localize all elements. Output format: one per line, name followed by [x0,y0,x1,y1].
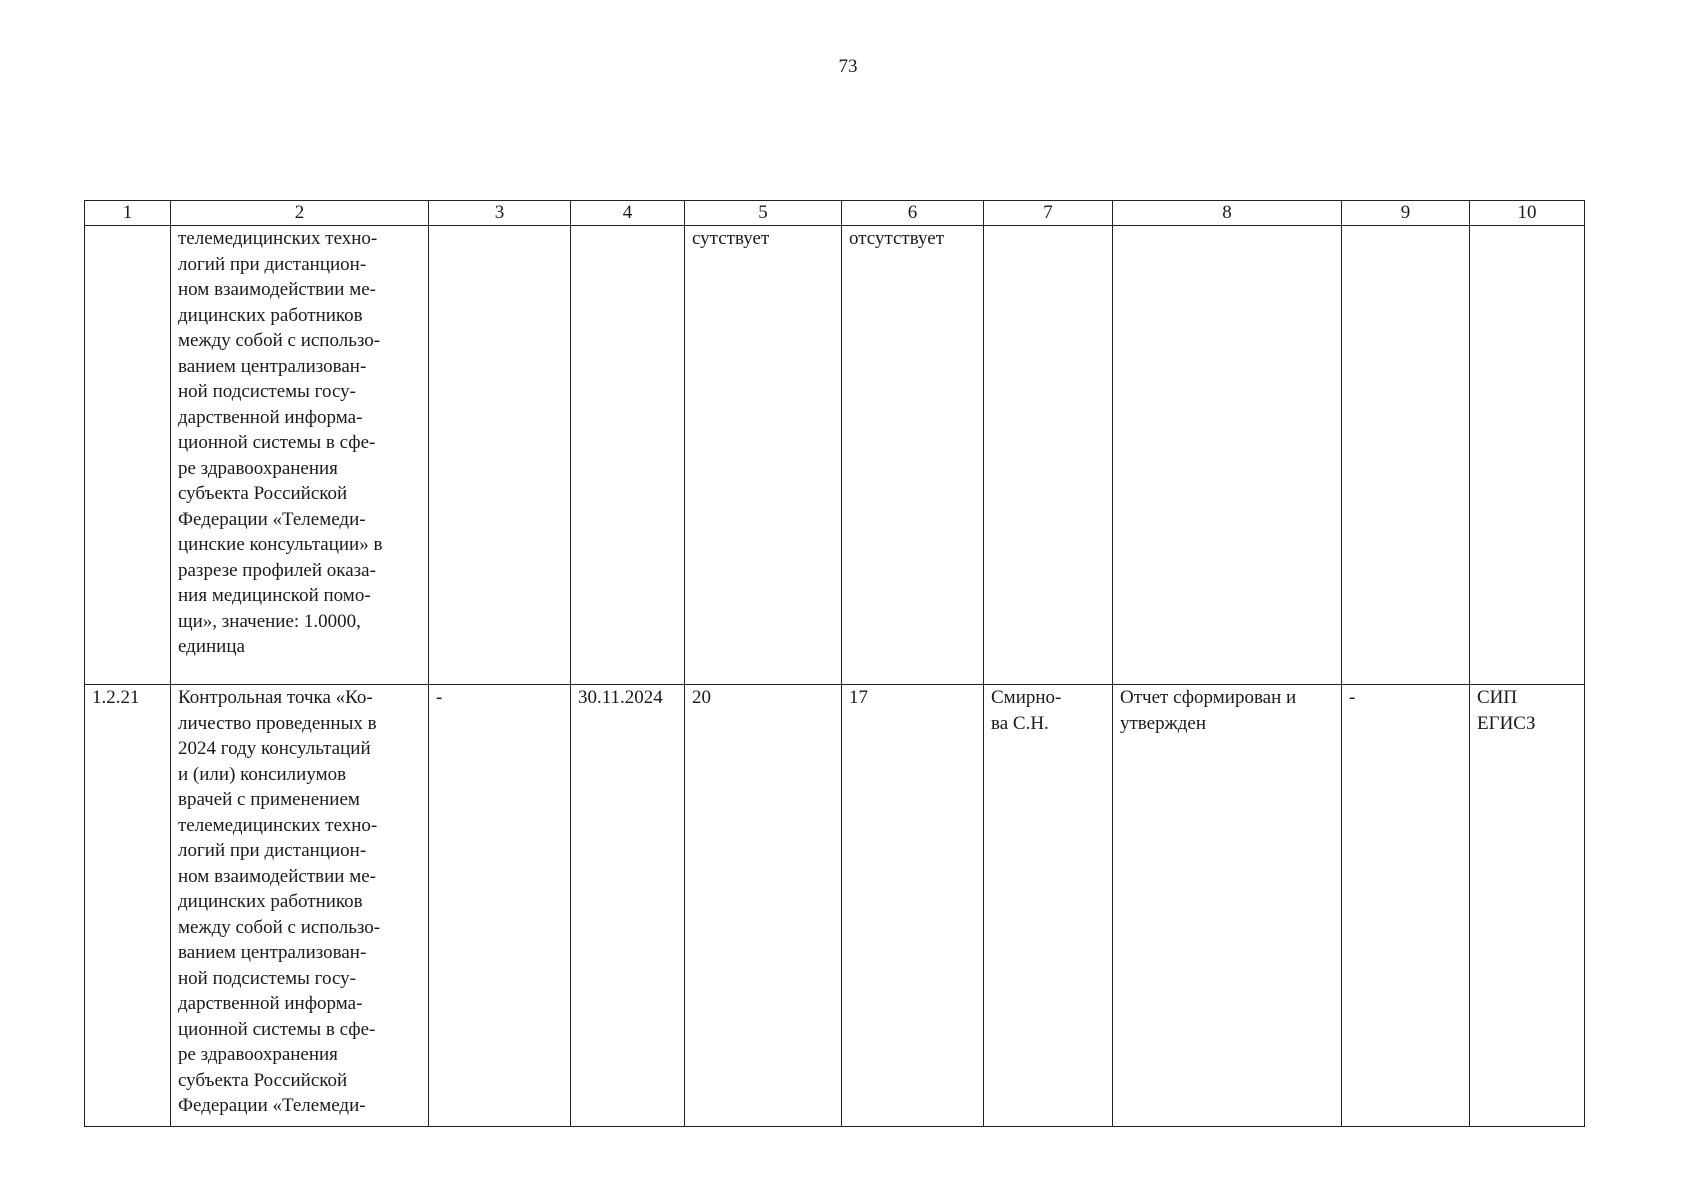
cell-col-5: 20 [685,685,842,1127]
cell-col-8 [1113,226,1342,685]
cell-col-3: - [429,685,571,1127]
cell-col-6: отсутствует [842,226,984,685]
cell-number [85,226,171,685]
cell-col-7 [984,226,1113,685]
column-header-3: 3 [429,201,571,226]
column-header-4: 4 [571,201,685,226]
column-header-2: 2 [171,201,429,226]
table-header-row [85,201,1585,226]
cell-description: Контрольная точка «Ко- личество проведенных в 2024 году консультаций и (или) консилиумов врачей с применением телемедицинских техно- логий при дистанцион- ном взаимодействии ме- дицинских работников между собой с использо- ванием централизован- ной подсистемы госу- дарственной информа- ционной системы в сфе- ре здравоохранения субъекта Российской Федерации «Телемеди- [171,685,429,1127]
page-number: 73 [838,56,858,77]
cell-col-9 [1342,226,1470,685]
table-row [85,226,1585,685]
column-header-10: 10 [1470,201,1585,226]
cell-col-10: СИП ЕГИСЗ [1470,685,1585,1127]
column-header-1: 1 [85,201,171,226]
column-header-6: 6 [842,201,984,226]
cell-number: 1.2.21 [85,685,171,1127]
cell-col-4: 30.11.2024 [571,685,685,1127]
cell-col-7: Смирно- ва С.Н. [984,685,1113,1127]
cell-col-5: сутствует [685,226,842,685]
column-header-7: 7 [984,201,1113,226]
column-header-8: 8 [1113,201,1342,226]
cell-description: телемедицинских техно- логий при дистанцион- ном взаимодействии ме- дицинских работников между собой с использо- ванием централизован- ной подсистемы госу- дарственной информа- ционной системы в сфе- ре здравоохранения субъекта Российской Федерации «Телемеди- цинские консультации» в разрезе профилей оказа- ния медицинской помо- щи», значение: 1.0000, единица [171,226,429,685]
cell-col-3 [429,226,571,685]
cell-col-6: 17 [842,685,984,1127]
report-table [84,200,1585,1127]
column-header-9: 9 [1342,201,1470,226]
table-row [85,685,1585,1127]
cell-col-8: Отчет сформирован и утвержден [1113,685,1342,1127]
cell-col-10 [1470,226,1585,685]
column-header-5: 5 [685,201,842,226]
cell-col-9: - [1342,685,1470,1127]
cell-col-4 [571,226,685,685]
